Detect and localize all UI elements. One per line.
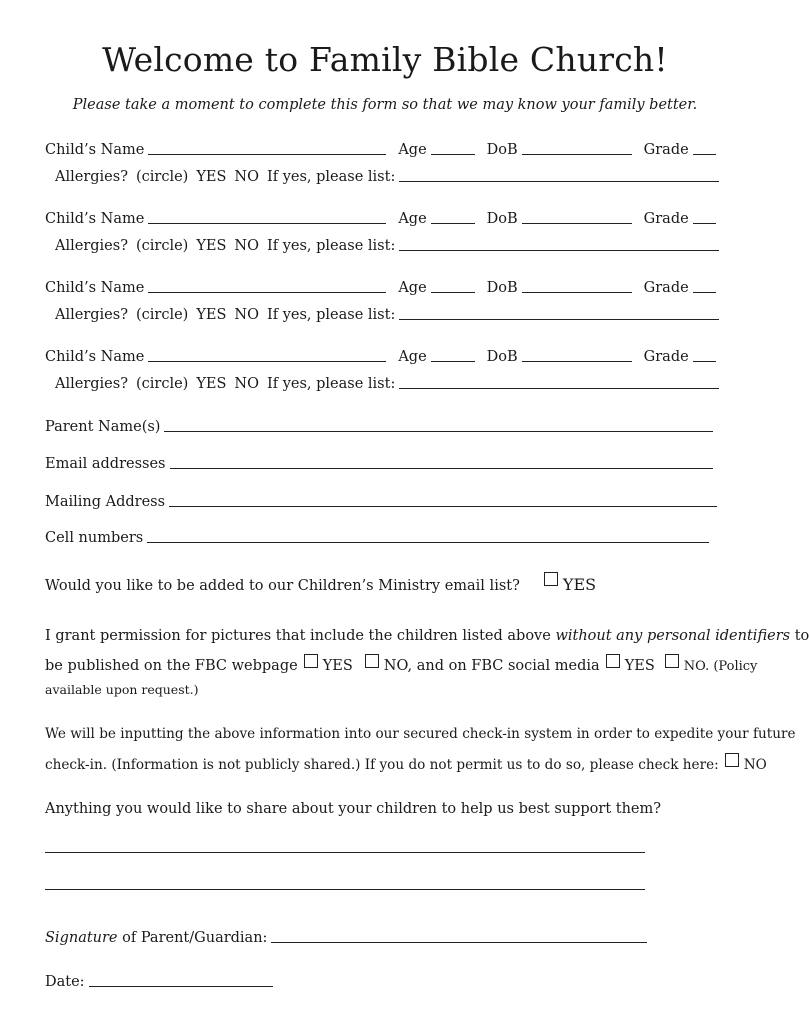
allergy-no-option[interactable]: NO (234, 376, 259, 392)
date-label: Date: (45, 974, 85, 990)
email-row (45, 452, 717, 472)
child-name-field[interactable] (148, 140, 386, 155)
dob-field[interactable] (522, 278, 632, 293)
dob-field[interactable] (522, 209, 632, 224)
child-row-4 (45, 345, 720, 365)
mailing-row (45, 490, 721, 510)
checkin-text-2: check-in. (Information is not publicly shared.) If you do not permit us to do so, please check here: (45, 757, 719, 773)
parent-name-field[interactable] (164, 417, 713, 432)
child-row-3 (45, 276, 720, 296)
age-field[interactable] (431, 209, 475, 224)
photo-webpage-text: be published on the FBC webpage (45, 658, 298, 674)
age-label: Age (398, 142, 427, 158)
photo-permission-to: to (794, 628, 809, 644)
photo-permission-emphasis: without any personal identifiers (555, 628, 791, 644)
share-answer-line-2[interactable] (45, 888, 645, 890)
grade-label: Grade (643, 349, 689, 365)
grade-label: Grade (643, 211, 689, 227)
share-answer-line-1[interactable] (45, 851, 645, 853)
allergy-row-2 (55, 234, 723, 254)
page-subtitle: Please take a moment to complete this form so that we may know your family better. (72, 97, 698, 113)
child-name-field[interactable] (148, 209, 386, 224)
allergy-yes-option[interactable]: YES (196, 238, 227, 254)
circle-label: (circle) (135, 238, 189, 254)
allergies-label: Allergies? (55, 238, 128, 254)
signature-label-emphasis: Signature (45, 930, 118, 946)
email-list-yes-checkbox[interactable] (544, 572, 558, 586)
parent-name-row (45, 415, 717, 435)
child-name-label: Child’s Name (45, 349, 145, 365)
mailing-field[interactable] (169, 492, 717, 507)
child-name-label: Child’s Name (45, 142, 145, 158)
allergies-label: Allergies? (55, 376, 128, 392)
social-no-checkbox[interactable] (665, 654, 679, 668)
email-list-yes-label: YES (562, 575, 597, 594)
allergies-label: Allergies? (55, 169, 128, 185)
social-yes-label: YES (624, 658, 655, 674)
age-label: Age (398, 211, 427, 227)
checkin-no-label: NO (743, 757, 767, 773)
child-name-field[interactable] (148, 347, 386, 362)
circle-label: (circle) (135, 169, 189, 185)
cell-row (45, 526, 713, 546)
if-yes-label: If yes, please list: (267, 169, 396, 185)
date-row (45, 970, 277, 990)
if-yes-label: If yes, please list: (267, 307, 396, 323)
signature-field[interactable] (271, 928, 647, 943)
age-label: Age (398, 280, 427, 296)
allergy-yes-option[interactable]: YES (196, 376, 227, 392)
circle-label: (circle) (135, 376, 189, 392)
photo-permission-line-2 (45, 654, 758, 674)
email-list-row (45, 574, 605, 594)
grade-field[interactable] (693, 347, 716, 362)
if-yes-label: If yes, please list: (267, 376, 396, 392)
email-field[interactable] (170, 454, 714, 469)
policy-note: available upon request.) (45, 682, 199, 697)
dob-label: DoB (486, 349, 518, 365)
allergy-list-field[interactable] (399, 374, 719, 389)
child-name-label: Child’s Name (45, 280, 145, 296)
child-name-label: Child’s Name (45, 211, 145, 227)
allergy-list-field[interactable] (399, 167, 719, 182)
parent-name-label: Parent Name(s) (45, 419, 161, 435)
email-label: Email addresses (45, 456, 166, 472)
age-field[interactable] (431, 140, 475, 155)
page-title: Welcome to Family Bible Church! (102, 40, 668, 79)
signature-label: of Parent/Guardian: (122, 930, 268, 946)
mailing-label: Mailing Address (45, 494, 166, 510)
grade-label: Grade (643, 142, 689, 158)
grade-label: Grade (643, 280, 689, 296)
age-field[interactable] (431, 278, 475, 293)
social-no-label: NO. (Policy (683, 659, 758, 674)
signature-row (45, 926, 651, 946)
age-field[interactable] (431, 347, 475, 362)
checkin-text-1: We will be inputting the above information into our secured check-in system in order to expedite your future (45, 726, 796, 742)
allergy-yes-option[interactable]: YES (196, 169, 227, 185)
allergies-label: Allergies? (55, 307, 128, 323)
child-name-field[interactable] (148, 278, 386, 293)
child-row-1 (45, 138, 720, 158)
allergy-list-field[interactable] (399, 305, 719, 320)
dob-label: DoB (486, 211, 518, 227)
photo-permission-text: I grant permission for pictures that include the children listed above (45, 628, 551, 644)
allergy-no-option[interactable]: NO (234, 238, 259, 254)
cell-field[interactable] (147, 528, 709, 543)
allergy-yes-option[interactable]: YES (196, 307, 227, 323)
allergy-list-field[interactable] (399, 236, 719, 251)
dob-label: DoB (486, 280, 518, 296)
dob-label: DoB (486, 142, 518, 158)
webpage-yes-label: YES (322, 658, 353, 674)
webpage-no-label: NO, and on FBC social media (383, 658, 600, 674)
photo-permission-line-1 (45, 624, 809, 644)
if-yes-label: If yes, please list: (267, 238, 396, 254)
checkin-no-checkbox[interactable] (725, 753, 739, 767)
child-row-2 (45, 207, 720, 227)
grade-field[interactable] (693, 140, 716, 155)
date-field[interactable] (89, 972, 273, 987)
cell-label: Cell numbers (45, 530, 144, 546)
allergy-row-3 (55, 303, 723, 323)
circle-label: (circle) (135, 307, 189, 323)
email-list-question: Would you like to be added to our Children’s Ministry email list? (45, 578, 520, 594)
grade-field[interactable] (693, 278, 716, 293)
social-yes-checkbox[interactable] (606, 654, 620, 668)
dob-field[interactable] (522, 140, 632, 155)
allergy-row-1 (55, 165, 723, 185)
webpage-yes-checkbox[interactable] (304, 654, 318, 668)
dob-field[interactable] (522, 347, 632, 362)
age-label: Age (398, 349, 427, 365)
allergy-no-option[interactable]: NO (234, 307, 259, 323)
webpage-no-checkbox[interactable] (365, 654, 379, 668)
allergy-no-option[interactable]: NO (234, 169, 259, 185)
allergy-row-4 (55, 372, 723, 392)
grade-field[interactable] (693, 209, 716, 224)
share-question: Anything you would like to share about your children to help us best support them? (45, 801, 662, 817)
checkin-line-2 (45, 753, 767, 773)
